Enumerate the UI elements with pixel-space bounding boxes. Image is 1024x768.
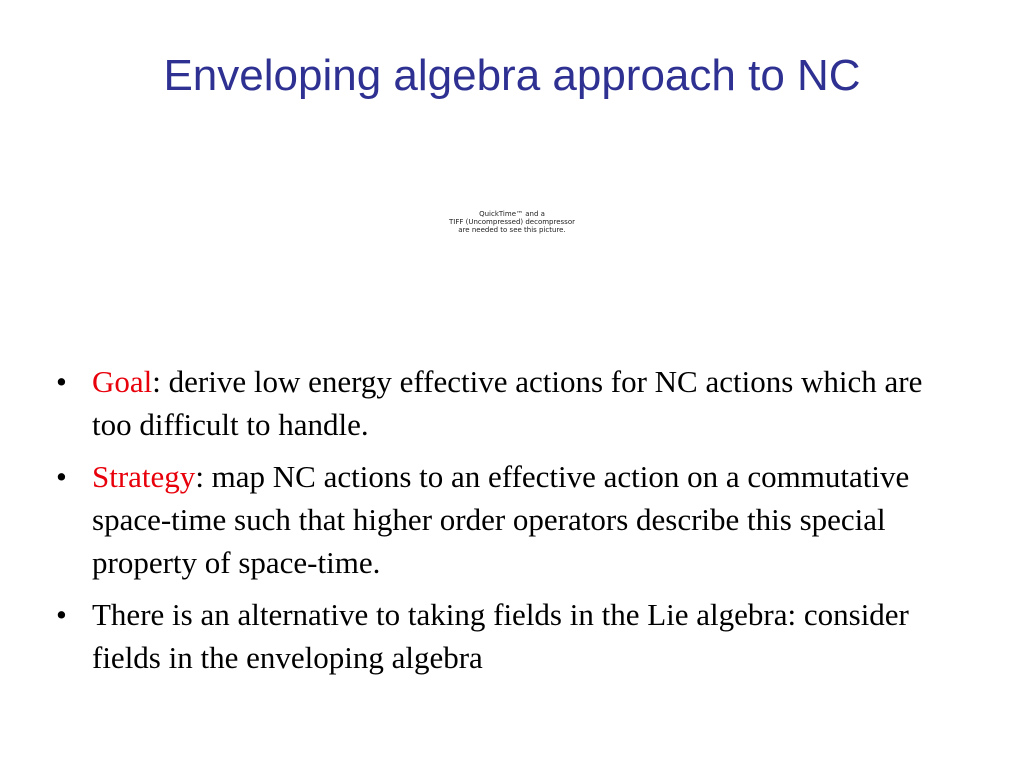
bullet-text-alternative: There is an alternative to taking fields in the Lie algebra: consider fields in the enveloping algebra: [92, 597, 909, 675]
placeholder-line-3: are needed to see this picture.: [458, 226, 566, 234]
bullet-icon: •: [56, 597, 67, 632]
bullet-keyword-strategy: Strategy: [92, 459, 196, 494]
bullet-item-strategy: [56, 455, 956, 584]
slide-title: Enveloping algebra approach to NC: [163, 51, 861, 100]
bullet-item-alternative: [56, 593, 956, 679]
bullet-item-goal: [56, 360, 956, 446]
bullet-icon: •: [56, 459, 67, 494]
bullet-icon: •: [56, 364, 67, 399]
bullet-list: [56, 360, 956, 688]
bullet-text-goal: : derive low energy effective actions for NC actions which are too difficult to handle.: [92, 364, 923, 442]
placeholder-line-1: QuickTime™ and a: [479, 210, 545, 218]
missing-image-placeholder: [430, 210, 594, 234]
bullet-keyword-goal: Goal: [92, 364, 153, 399]
bullet-text-strategy: : map NC actions to an effective action on a commutative space-time such that higher order operators describe this special property of space-time.: [92, 459, 910, 580]
placeholder-line-2: TIFF (Uncompressed) decompressor: [449, 218, 575, 226]
